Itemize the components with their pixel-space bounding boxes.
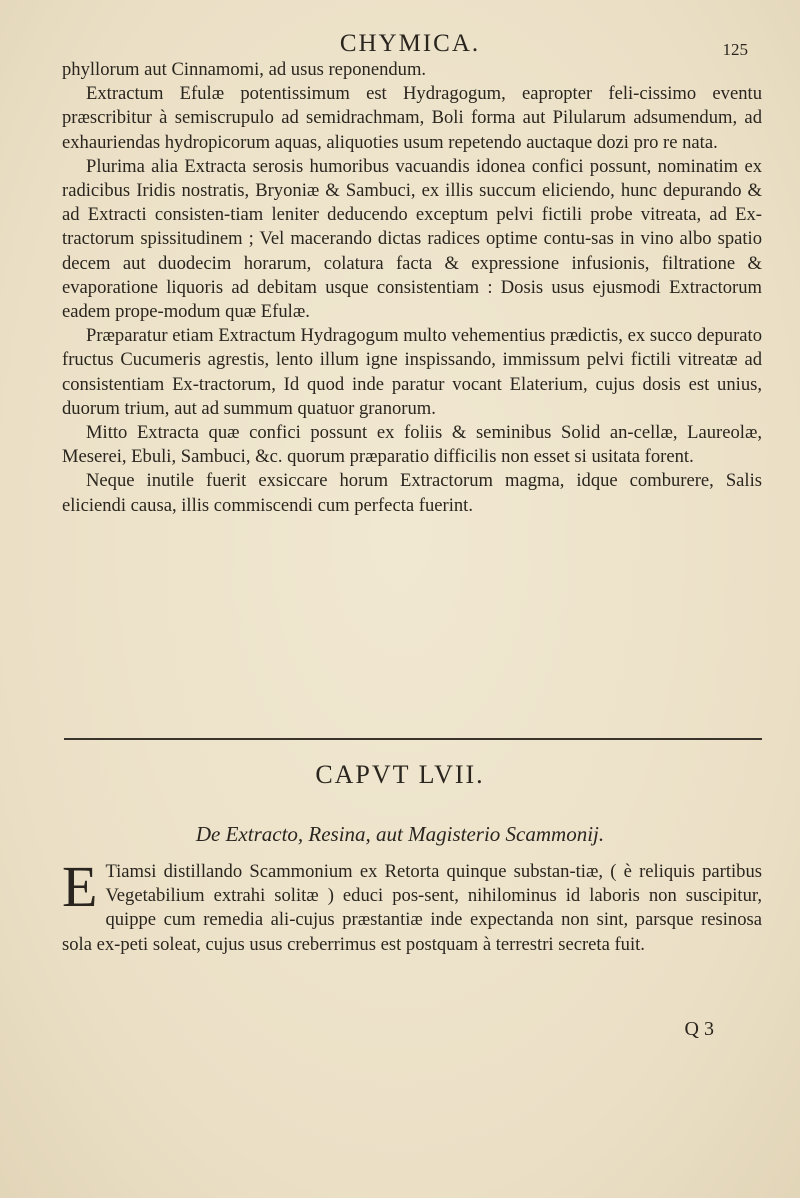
chapter-text <box>62 854 762 957</box>
drop-cap: E <box>62 854 98 919</box>
main-text <box>62 58 762 518</box>
paragraph-plurima-alia: Plurima alia Extracta serosis humoribus vacuandis idonea confici possunt, nominatim ex radicibus Iridis nostratis, Bryoniæ & Sambuci, ex illis succum eliciendo, hunc depurando & ad Extracti consisten-tiam leniter deducendo exceptum pelvi fictili probe vitreata, ad Ex-tractorum spissitudinem ; Vel macerando dictas radices optime contu-sas in vino albo spatio decem aut duodecim horarum, colatura facta & expressione infusionis, filtratione & evaporatione liquoris ad debitam usque consistentiam : Dosis usus ejusmodi Extractorum eadem prope-modum quæ Efulæ. <box>62 155 762 323</box>
paragraph-mitto: Mitto Extracta quæ confici possunt ex foliis & seminibus Solid an-cellæ, Laureolæ, Meserei, Ebuli, Sambuci, &c. quorum præparatio difficilis non esset si usitata forent. <box>62 422 762 468</box>
paragraph-praeparatur: Præparatur etiam Extractum Hydragogum multo vehementius prædictis, ex succo depurato fructus Cucumeris agrestis, lento illum igne inspissando, immissum pelvi fictili vitreatæ ad consistentiam Ex-tractorum, Id quod inde paratur vocant Elaterium, cujus dosis est unius, duorum trium, aut ad summum quatuor granorum. <box>62 325 762 419</box>
paragraph-extractum-esulae: Extractum Efulæ potentissimum est Hydragogum, eapropter feli-cissimo eventu præscribitur à semiscrupulo ad semidrachmam, Boli forma aut Pilularum adsumendum, ad exhauriendas hydropicorum aquas, aliquoties usum repetendo auctaque dozi pro re nata. <box>62 83 762 153</box>
chapter-heading: CAPVT LVII. <box>315 760 485 789</box>
chapter-paragraph: Tiamsi distillando Scammonium ex Retorta quinque substan-tiæ, ( è reliquis partibus Vegetabilium extrahi solitæ ) educi pos-sent, nihilominus id laboris non suscipitur, quippe cum remedia ali-cujus præstantiæ inde expectanda non sint, parsque resinosa sola ex-peti soleat, cujus usus creberrimus est postquam à terrestri secreta fuit. <box>62 861 762 955</box>
paragraph-continuation: phyllorum aut Cinnamomi, ad usus reponendum. <box>62 59 427 80</box>
page-number: 125 <box>722 40 748 59</box>
signature-mark: Q 3 <box>684 1018 714 1040</box>
paragraph-neque-inutile: Neque inutile fuerit exsiccare horum Extractorum magma, idque comburere, Salis eliciendi causa, illis commiscendi cum perfecta fuerint. <box>62 470 762 516</box>
horizontal-rule <box>64 738 762 740</box>
chapter-subtitle: De Extracto, Resina, aut Magisterio Scammonij. <box>195 822 605 846</box>
running-head: CHYMICA. <box>339 30 481 57</box>
